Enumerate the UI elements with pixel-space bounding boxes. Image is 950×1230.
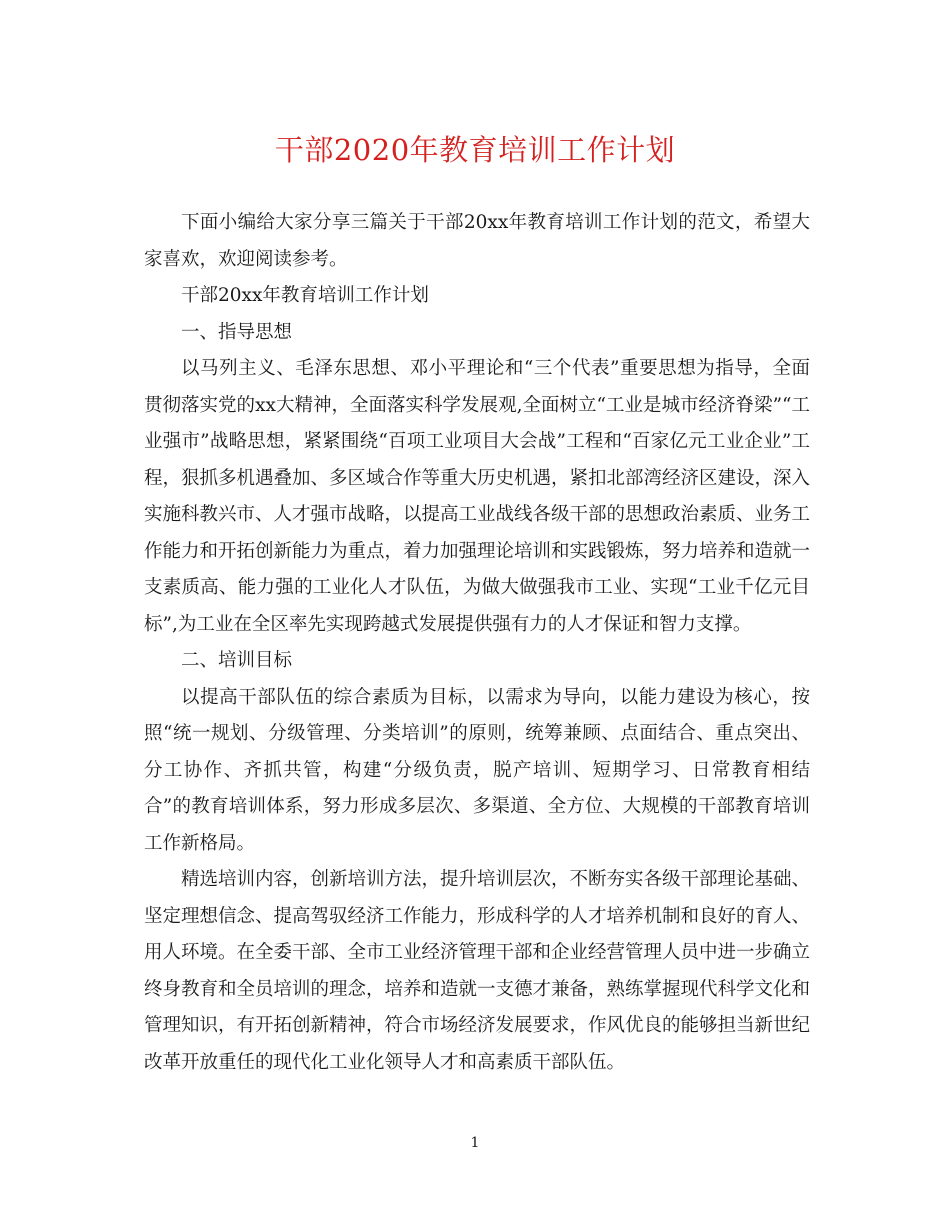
intro-paragraph: 下面小编给大家分享三篇关于干部20xx年教育培训工作计划的范文，希望大家喜欢，欢迎阅读参考。 <box>144 212 810 270</box>
heading-training-goals: 二、培训目标 <box>181 650 293 671</box>
paragraph-training-goals: 以提高干部队伍的综合素质为目标，以需求为导向，以能力建设为核心，按照“统一规划、分级管理、分类培训”的原则，统筹兼顾、点面结合、重点突出、分工协作、齐抓共管，构建“分级负责，脱产培训、短期学习、日常教育相结合”的教育培训体系，努力形成多层次、多渠道、全方位、大规模的干部教育培训工作新格局。 <box>144 686 810 854</box>
paragraph-guiding-ideology: 以马列主义、毛泽东思想、邓小平理论和“三个代表”重要思想为指导，全面贯彻落实党的xx大精神，全面落实科学发展观,全面树立“工业是城市经济脊梁”“工业强市”战略思想，紧紧围绕“百项工业项目大会战”工程和“百家亿元工业企业”工程，狠抓多机遇叠加、多区域合作等重大历史机遇，紧扣北部湾经济区建设，深入实施科教兴市、人才强市战略，以提高工业战线各级干部的思想政治素质、业务工作能力和开拓创新能力为重点，着力加强理论培训和实践锻炼，努力培养和造就一支素质高、能力强的工业化人才队伍，为做大做强我市工业、实现“工业千亿元目标”,为工业在全区率先实现跨越式发展提供强有力的人才保证和智力支撑。 <box>144 358 811 635</box>
paragraph-training-content: 精选培训内容，创新培训方法，提升培训层次，不断夯实各级干部理论基础、坚定理想信念、提高驾驭经济工作能力，形成科学的人才培养机制和良好的育人、用人环境。在全委干部、全市工业经济管理干部和企业经营管理人员中进一步确立终身教育和全员培训的理念，培养和造就一支德才兼备，熟练掌握现代科学文化和管理知识，有开拓创新精神，符合市场经济发展要求，作风优良的能够担当新世纪改革开放重任的现代化工业化领导人才和高素质干部队伍。 <box>144 869 811 1073</box>
document-body <box>144 205 810 1081</box>
section-title: 干部20xx年教育培训工作计划 <box>181 285 429 306</box>
heading-guiding-ideology: 一、指导思想 <box>181 321 293 343</box>
page-title: 干部2020年教育培训工作计划 <box>274 133 676 167</box>
page-number: 1 <box>470 1135 480 1151</box>
